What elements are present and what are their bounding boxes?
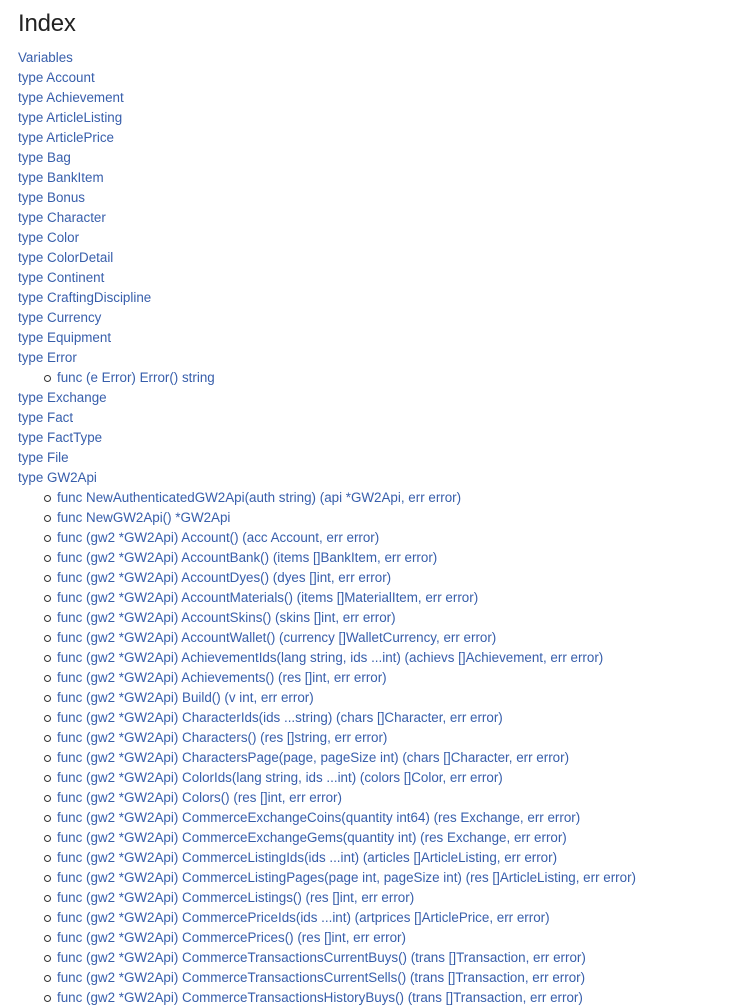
- method-item: [57, 808, 752, 828]
- method-item: [57, 928, 752, 948]
- circle-bullet-icon: [44, 575, 51, 582]
- func-link[interactable]: func (gw2 *GW2Api) CommercePrices() (res []int, err error): [57, 930, 406, 945]
- circle-bullet-icon: [44, 635, 51, 642]
- index-entry: [18, 228, 752, 248]
- method-item: [57, 528, 752, 548]
- index-entry: [18, 148, 752, 168]
- method-item: [57, 888, 752, 908]
- method-item: [57, 748, 752, 768]
- circle-bullet-icon: [44, 735, 51, 742]
- type-link[interactable]: type ArticleListing: [18, 110, 123, 125]
- func-link[interactable]: func (gw2 *GW2Api) AccountDyes() (dyes []int, err error): [57, 570, 392, 585]
- method-list: [18, 368, 752, 388]
- circle-bullet-icon: [44, 815, 51, 822]
- circle-bullet-icon: [44, 755, 51, 762]
- circle-bullet-icon: [44, 555, 51, 562]
- method-item: [57, 708, 752, 728]
- type-link[interactable]: type Exchange: [18, 390, 107, 405]
- method-item: [57, 588, 752, 608]
- method-item: [57, 508, 752, 528]
- index-entry: [18, 88, 752, 108]
- circle-bullet-icon: [44, 975, 51, 982]
- circle-bullet-icon: [44, 495, 51, 502]
- index-entry: [18, 128, 752, 148]
- method-item: [57, 728, 752, 748]
- method-item: [57, 608, 752, 628]
- func-link[interactable]: func (gw2 *GW2Api) CommerceListings() (res []int, err error): [57, 890, 415, 905]
- index-entry: [18, 308, 752, 328]
- type-link[interactable]: type FactType: [18, 430, 103, 445]
- index-entry: [18, 288, 752, 308]
- func-link[interactable]: func (gw2 *GW2Api) CommercePriceIds(ids ...int) (artprices []ArticlePrice, err error): [57, 910, 550, 925]
- type-link[interactable]: type Error: [18, 350, 77, 365]
- variables-link[interactable]: Variables: [18, 50, 73, 65]
- circle-bullet-icon: [44, 715, 51, 722]
- func-link[interactable]: func (gw2 *GW2Api) CharactersPage(page, pageSize int) (chars []Character, err error): [57, 750, 570, 765]
- type-link[interactable]: type Continent: [18, 270, 105, 285]
- method-item: [57, 788, 752, 808]
- method-item: [57, 488, 752, 508]
- circle-bullet-icon: [44, 775, 51, 782]
- circle-bullet-icon: [44, 795, 51, 802]
- circle-bullet-icon: [44, 695, 51, 702]
- func-link[interactable]: func NewGW2Api() *GW2Api: [57, 510, 231, 525]
- type-link[interactable]: type Achievement: [18, 90, 124, 105]
- method-item: [57, 628, 752, 648]
- func-link[interactable]: func (gw2 *GW2Api) Account() (acc Account, err error): [57, 530, 380, 545]
- func-link[interactable]: func NewAuthenticatedGW2Api(auth string) (api *GW2Api, err error): [57, 490, 462, 505]
- type-link[interactable]: type Fact: [18, 410, 74, 425]
- method-item: [57, 668, 752, 688]
- func-link[interactable]: func (gw2 *GW2Api) ColorIds(lang string, ids ...int) (colors []Color, err error): [57, 770, 503, 785]
- method-item: [57, 568, 752, 588]
- index-entry: [18, 208, 752, 228]
- circle-bullet-icon: [44, 655, 51, 662]
- method-item: [57, 948, 752, 968]
- circle-bullet-icon: [44, 895, 51, 902]
- index-entry: [18, 448, 752, 468]
- type-link[interactable]: type Color: [18, 230, 80, 245]
- circle-bullet-icon: [44, 875, 51, 882]
- circle-bullet-icon: [44, 595, 51, 602]
- method-item: [57, 548, 752, 568]
- type-link[interactable]: type ArticlePrice: [18, 130, 115, 145]
- func-link[interactable]: func (gw2 *GW2Api) CommerceListingIds(ids ...int) (articles []ArticleListing, err error): [57, 850, 558, 865]
- type-link[interactable]: type CraftingDiscipline: [18, 290, 152, 305]
- type-link[interactable]: type Account: [18, 70, 95, 85]
- method-item: [57, 368, 752, 388]
- index-entry: [18, 268, 752, 288]
- index-entry: [18, 188, 752, 208]
- func-link[interactable]: func (gw2 *GW2Api) AccountSkins() (skins []int, err error): [57, 610, 396, 625]
- type-link[interactable]: type Character: [18, 210, 106, 225]
- func-link[interactable]: func (gw2 *GW2Api) Characters() (res []string, err error): [57, 730, 388, 745]
- circle-bullet-icon: [44, 915, 51, 922]
- method-item: [57, 968, 752, 988]
- method-item: [57, 848, 752, 868]
- index-entry: [18, 248, 752, 268]
- func-link[interactable]: func (gw2 *GW2Api) CommerceExchangeGems(quantity int) (res Exchange, err error): [57, 830, 567, 845]
- page-title: Index: [18, 10, 76, 37]
- func-link[interactable]: func (gw2 *GW2Api) CommerceTransactionsCurrentSells() (trans []Transaction, err error): [57, 970, 586, 985]
- circle-bullet-icon: [44, 935, 51, 942]
- circle-bullet-icon: [44, 675, 51, 682]
- circle-bullet-icon: [44, 515, 51, 522]
- index-list: [18, 48, 752, 1008]
- index-entry: [18, 328, 752, 348]
- type-link[interactable]: type Equipment: [18, 330, 112, 345]
- func-link[interactable]: func (gw2 *GW2Api) AccountMaterials() (items []MaterialItem, err error): [57, 590, 479, 605]
- method-item: [57, 868, 752, 888]
- index-entry: [18, 428, 752, 448]
- method-item: [57, 768, 752, 788]
- circle-bullet-icon: [44, 855, 51, 862]
- type-link[interactable]: type ColorDetail: [18, 250, 114, 265]
- type-link[interactable]: type File: [18, 450, 69, 465]
- func-link[interactable]: func (gw2 *GW2Api) Colors() (res []int, err error): [57, 790, 342, 805]
- func-link[interactable]: func (gw2 *GW2Api) AccountWallet() (currency []WalletCurrency, err error): [57, 630, 497, 645]
- method-item: [57, 828, 752, 848]
- func-link[interactable]: func (gw2 *GW2Api) Build() (v int, err error): [57, 690, 314, 705]
- circle-bullet-icon: [44, 535, 51, 542]
- func-link[interactable]: func (gw2 *GW2Api) CommerceTransactionsHistoryBuys() (trans []Transaction, err error): [57, 990, 583, 1005]
- method-item: [57, 648, 752, 668]
- method-item: [57, 908, 752, 928]
- circle-bullet-icon: [44, 995, 51, 1002]
- circle-bullet-icon: [44, 955, 51, 962]
- index-entry: [18, 408, 752, 428]
- index-entry: [18, 468, 752, 1008]
- circle-bullet-icon: [44, 615, 51, 622]
- type-link[interactable]: type Bonus: [18, 190, 85, 205]
- func-link[interactable]: func (gw2 *GW2Api) CommerceExchangeCoins(quantity int64) (res Exchange, err error): [57, 810, 581, 825]
- circle-bullet-icon: [44, 375, 51, 382]
- func-link[interactable]: func (gw2 *GW2Api) CommerceListingPages(page int, pageSize int) (res []ArticleListing, err error): [57, 870, 636, 885]
- method-item: [57, 988, 752, 1008]
- func-link[interactable]: func (gw2 *GW2Api) CommerceTransactionsCurrentBuys() (trans []Transaction, err error): [57, 950, 586, 965]
- index-entry: [18, 348, 752, 388]
- index-entry: [18, 48, 752, 68]
- func-link[interactable]: func (gw2 *GW2Api) Achievements() (res []int, err error): [57, 670, 387, 685]
- index-entry: [18, 108, 752, 128]
- type-link[interactable]: type Bag: [18, 150, 71, 165]
- func-link[interactable]: func (gw2 *GW2Api) CharacterIds(ids ...string) (chars []Character, err error): [57, 710, 503, 725]
- type-link[interactable]: type Currency: [18, 310, 102, 325]
- method-list: [18, 488, 752, 1008]
- type-link[interactable]: type GW2Api: [18, 470, 97, 485]
- func-link[interactable]: func (gw2 *GW2Api) AccountBank() (items []BankItem, err error): [57, 550, 438, 565]
- index-entry: [18, 388, 752, 408]
- index-entry: [18, 68, 752, 88]
- index-entry: [18, 168, 752, 188]
- circle-bullet-icon: [44, 835, 51, 842]
- func-link[interactable]: func (gw2 *GW2Api) AchievementIds(lang string, ids ...int) (achievs []Achievement, err error): [57, 650, 604, 665]
- type-link[interactable]: type BankItem: [18, 170, 104, 185]
- method-item: [57, 688, 752, 708]
- func-link[interactable]: func (e Error) Error() string: [57, 370, 215, 385]
